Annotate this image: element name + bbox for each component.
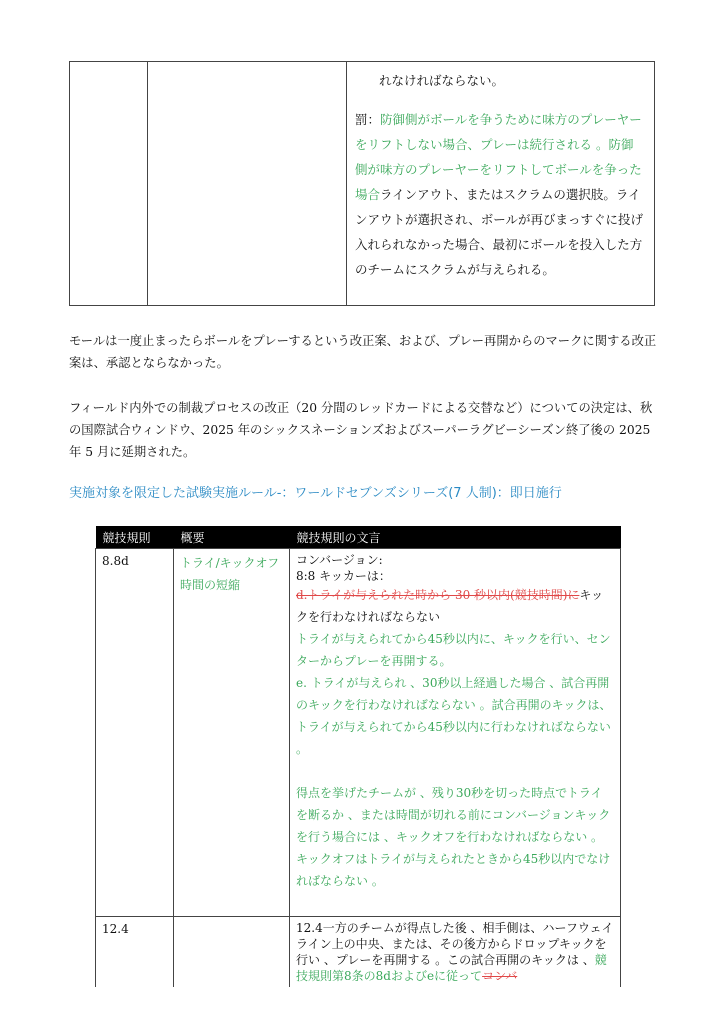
rule-number: 12.4 [96,917,174,988]
penalty-mid: 。 [592,137,609,152]
top-table-col-rule [70,62,148,305]
paragraph-sanction: フィールド内外での制裁プロセスの改正（20 分間のレッドカードによる交替など）についての決定は、秋の国際試合ウィンドウ、2025 年のシックスネーションズおよびスーパーラグビーシーズン終了後の 2025 年 5 月に延期された。 [69,401,653,459]
new-rule-45s: トライが与えられてから45秒以内に、キックを行い、センターからプレーを再開する。 [296,632,611,668]
old-rule-rest: キックを行わなければならない [296,588,604,624]
rule-summary: トライ/キックオフ時間の短縮 [174,549,290,917]
top-cell-line: れなければならない。 [379,73,505,88]
rule-number: 8.8d [96,549,174,917]
paragraph-maul: モールは一度止まったらボールをプレーするという改正案、および、プレー再開からのマークに関する改正案は、承認とならなかった。 [69,334,657,370]
kicker-label: 8:8 キッカーは： [296,569,391,583]
conversion-label: コンバージョン: [296,553,383,567]
new-rule-e: e. トライが与えられ 、30秒以上経過した場合 、試合再開のキックを行わなければならない 。試合再開のキックは、トライが与えられてから45秒以内に行わなければならない 。 [296,676,612,756]
top-table-col-text [347,62,654,305]
penalty-label: 罰： [355,112,381,127]
rules-table-header [96,526,621,549]
table-row [96,549,621,917]
rule-summary-empty [174,917,290,988]
rule-12-4-text: 12.4一方のチームが得点した後 、相手側は、ハーフウェイライン上の中央、または、その後方からドロップキックを行い 、プレーを再開する 。この試合再開のキックは 、 [296,921,614,967]
new-rule-final-30s: 得点を挙げたチームが 、残り30秒を切った時点でトライを断るか 、または時間が切れる前にコンバージョンキックを行う場合には 、キックオフを行わなければならない 。キックオフはトライが与えられたときから45秒以内でなければならない 。 [296,786,611,888]
struck-text: d.トライが与えられた時から 30 秒以内(競技時間)に [296,588,580,602]
header-summary: 概要 [174,526,290,549]
top-table-col-summary [148,62,347,305]
table-row [96,917,621,988]
header-rule: 競技規則 [96,526,174,549]
penalty-green-1: 防御側がボールを争うために味方のプレーヤーをリフトしない場合、プレーは続行される [355,112,642,152]
rule-text [290,917,621,988]
top-table-fragment [69,61,655,306]
section-heading: 実施対象を限定した試験実施ルール‐：ワールドセブンズシリーズ(7 人制)：即日施行 [69,486,562,501]
rules-table [95,526,621,987]
penalty-rest: ラインアウト、またはスクラムの選択肢。ラインアウトが選択され、ボールが再びまっすぐに投げ入れられなかった場合、最初にボールを投入した方のチームにスクラムが与えられる。 [355,187,644,277]
header-text: 競技規則の文言 [290,526,621,549]
old-rule-line [296,584,614,628]
penalty-green-2: 防御側が味方のプレーヤーをリフトしてボールを争った場合 [355,137,642,202]
rule-text [290,549,621,917]
rule-12-4-struck: コンバ [482,969,518,983]
penalty-text [355,107,644,282]
rule-12-4-green: 競技規則第8条の8dおよびeに従って [296,953,607,983]
